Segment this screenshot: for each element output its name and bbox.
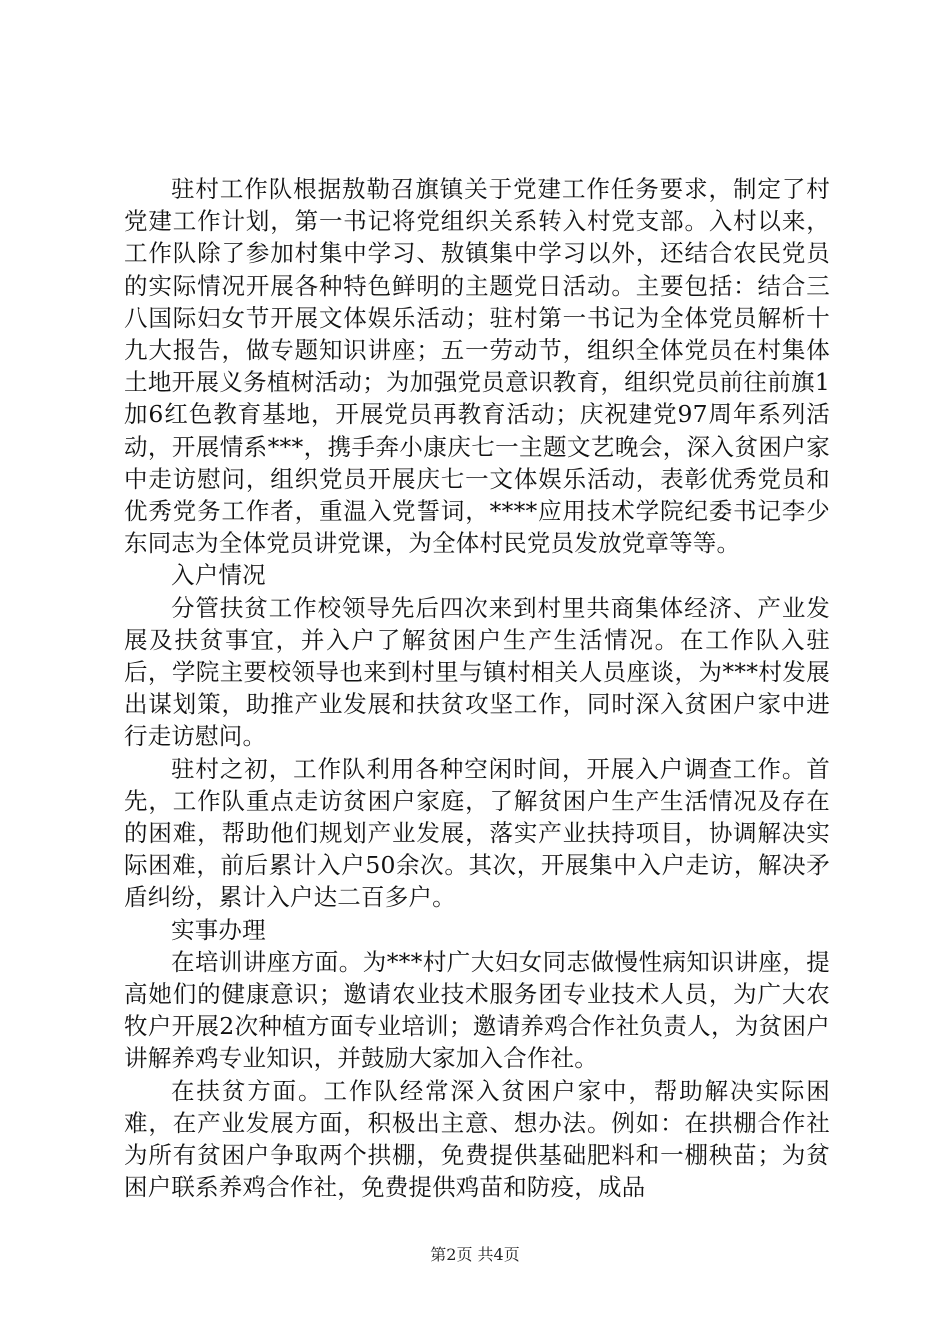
- page-number-footer: 第2页 共4页: [430, 1245, 520, 1264]
- paragraph-party-building: 驻村工作队根据敖勒召旗镇关于党建工作任务要求，制定了村党建工作计划，第一书记将党组织关系转入村党支部。入村以来，工作队除了参加村集中学习、敖镇集中学习以外，还结合农民党员的实际情况开展各种特色鲜明的主题党日活动。主要包括：结合三八国际妇女节开展文体娱乐活动；驻村第一书记为全体党员解析十九大报告，做专题知识讲座；五一劳动节，组织全体党员在村集体土地开展义务植树活动；为加强党员意识教育，组织党员前往前旗1加6红色教育基地，开展党员再教育活动；庆祝建党97周年系列活动，开展情系***，携手奔小康庆七一主题文艺晚会，深入贫困户家中走访慰问，组织党员开展庆七一文体娱乐活动，表彰优秀党员和优秀党务工作者，重温入党誓词，****应用技术学院纪委书记李少东同志为全体党员讲党课，为全体村民党员发放党章等等。: [124, 175, 830, 558]
- section-heading-practical-work: 实事办理: [171, 915, 266, 944]
- document-body: [124, 173, 830, 1204]
- section-heading-household-visits: 入户情况: [171, 561, 266, 590]
- paragraph-leader-visits: 分管扶贫工作校领导先后四次来到村里共商集体经济、产业发展及扶贫事宜，并入户了解贫困户生产生活情况。在工作队入驻后，学院主要校领导也来到村里与镇村相关人员座谈，为***村发展出谋划策，助推产业发展和扶贫攻坚工作，同时深入贫困户家中进行走访慰问。: [124, 593, 830, 751]
- paragraph-poverty-alleviation: 在扶贫方面。工作队经常深入贫困户家中，帮助解决实际困难，在产业发展方面，积极出主意、想办法。例如：在拱棚合作社为所有贫困户争取两个拱棚，免费提供基础肥料和一棚秧苗；为贫困户联系养鸡合作社，免费提供鸡苗和防疫，成品: [124, 1076, 830, 1202]
- paragraph-training-lectures: 在培训讲座方面。为***村广大妇女同志做慢性病知识讲座，提高她们的健康意识；邀请农业技术服务团专业技术人员，为广大农牧户开展2次种植方面专业培训；邀请养鸡合作社负责人，为贫困户讲解养鸡专业知识，并鼓励大家加入合作社。: [124, 947, 830, 1073]
- paragraph-household-survey: 驻村之初，工作队利用各种空闲时间，开展入户调查工作。首先，工作队重点走访贫困户家庭，了解贫困户生产生活情况及存在的困难，帮助他们规划产业发展，落实产业扶持项目，协调解决实际困难，前后累计入户50余次。其次，开展集中入户走访，解决矛盾纠纷，累计入户达二百多户。: [124, 754, 830, 912]
